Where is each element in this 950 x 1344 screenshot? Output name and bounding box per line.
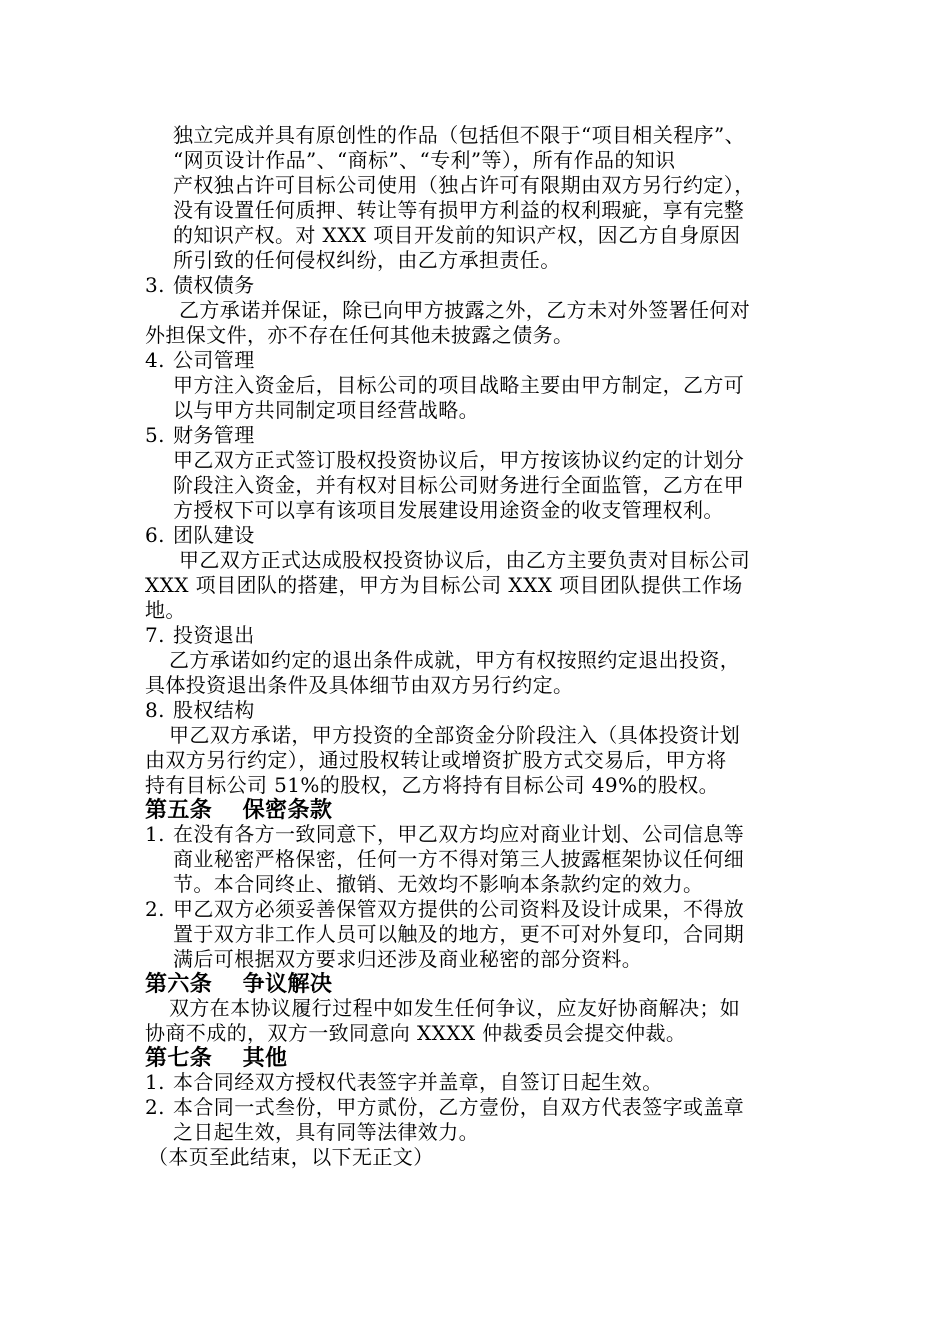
- line-text: 乙方承诺并保证，除已向甲方披露之外，乙方未对外签署任何对: [179, 298, 751, 322]
- line-text: 节。本合同终止、撤销、无效均不影响本条款约定的效力。: [173, 872, 704, 896]
- line-text: 满后可根据双方要求归还涉及商业秘密的部分资料。: [173, 947, 643, 971]
- line-text: 乙方承诺如约定的退出条件成就，甲方有权按照约定退出投资，: [169, 648, 741, 672]
- list-number: 3.: [145, 273, 165, 297]
- line-text: 商业秘密严格保密，任何一方不得对第三人披露框架协议任何细: [173, 847, 745, 871]
- list-number: 4.: [145, 348, 165, 372]
- line-text: 独立完成并具有原创性的作品（包括但不限于“项目相关程序”、: [173, 123, 746, 147]
- item-heading: 团队建设: [173, 523, 255, 547]
- line-text: 所引致的任何侵权纠纷，由乙方承担责任。: [173, 248, 561, 272]
- list-number: 1.: [145, 1070, 165, 1094]
- item-heading: 公司管理: [173, 348, 255, 372]
- line-text: 本合同一式叁份，甲方贰份，乙方壹份，自双方代表签字或盖章: [173, 1095, 745, 1119]
- line-text: 甲乙双方必须妥善保管双方提供的公司资料及设计成果，不得放: [173, 897, 745, 921]
- line-text: 具体投资退出条件及具体细节由双方另行约定。: [145, 673, 574, 697]
- line-text: 的知识产权。对 XXX 项目开发前的知识产权，因乙方自身原因: [173, 223, 741, 247]
- line-text: 产权独占许可目标公司使用（独占许可有限期由双方另行约定），: [173, 173, 755, 197]
- line-text: 本合同经双方授权代表签字并盖章，自签订日起生效。: [173, 1070, 663, 1094]
- list-number: 2.: [145, 1095, 165, 1119]
- line-text: 甲乙双方正式达成股权投资协议后，由乙方主要负责对目标公司: [179, 548, 751, 572]
- line-text: 置于双方非工作人员可以触及的地方，更不可对外复印，合同期: [173, 922, 745, 946]
- section-title: 第六条 争议解决: [145, 971, 333, 997]
- line-text: 甲乙双方正式签订股权投资协议后，甲方按该协议约定的计划分: [173, 448, 745, 472]
- line-text: 之日起生效，具有同等法律效力。: [173, 1120, 479, 1144]
- line-text: XXX 项目团队的搭建，甲方为目标公司 XXX 项目团队提供工作场: [145, 573, 743, 597]
- list-number: 2.: [145, 897, 165, 921]
- line-text: 双方在本协议履行过程中如发生任何争议，应友好协商解决；如: [169, 996, 741, 1020]
- list-number: 8.: [145, 698, 165, 722]
- section-title: 第五条 保密条款: [145, 797, 333, 823]
- line-text: 地。: [145, 598, 186, 622]
- item-heading: 股权结构: [173, 698, 255, 722]
- line-text: 阶段注入资金，并有权对目标公司财务进行全面监管，乙方在甲: [173, 473, 745, 497]
- line-text: （本页至此结束，以下无正文）: [148, 1145, 434, 1169]
- line-text: 方授权下可以享有该项目发展建设用途资金的收支管理权利。: [173, 498, 724, 522]
- line-text: 由双方另行约定），通过股权转让或增资扩股方式交易后，甲方将: [145, 748, 727, 772]
- list-number: 7.: [145, 623, 165, 647]
- line-text: 甲方注入资金后，目标公司的项目战略主要由甲方制定，乙方可: [173, 373, 745, 397]
- line-text: 外担保文件，亦不存在任何其他未披露之债务。: [145, 323, 574, 347]
- item-heading: 债权债务: [173, 273, 255, 297]
- line-text: 协商不成的，双方一致同意向 XXXX 仲裁委员会提交仲裁。: [145, 1021, 687, 1045]
- item-heading: 投资退出: [173, 623, 255, 647]
- list-number: 1.: [145, 822, 165, 846]
- line-text: 以与甲方共同制定项目经营战略。: [173, 398, 479, 422]
- line-text: “网页设计作品”、“商标”、“专利”等），所有作品的知识: [173, 148, 676, 172]
- list-number: 6.: [145, 523, 165, 547]
- line-text: 没有设置任何质押、转让等有损甲方利益的权利瑕疵，享有完整: [173, 198, 745, 222]
- line-text: 持有目标公司 51%的股权，乙方将持有目标公司 49%的股权。: [145, 773, 720, 797]
- line-text: 甲乙双方承诺，甲方投资的全部资金分阶段注入（具体投资计划: [169, 723, 741, 747]
- list-number: 5.: [145, 423, 165, 447]
- line-text: 在没有各方一致同意下，甲乙双方均应对商业计划、公司信息等: [173, 822, 745, 846]
- section-title: 第七条 其他: [145, 1045, 288, 1071]
- item-heading: 财务管理: [173, 423, 255, 447]
